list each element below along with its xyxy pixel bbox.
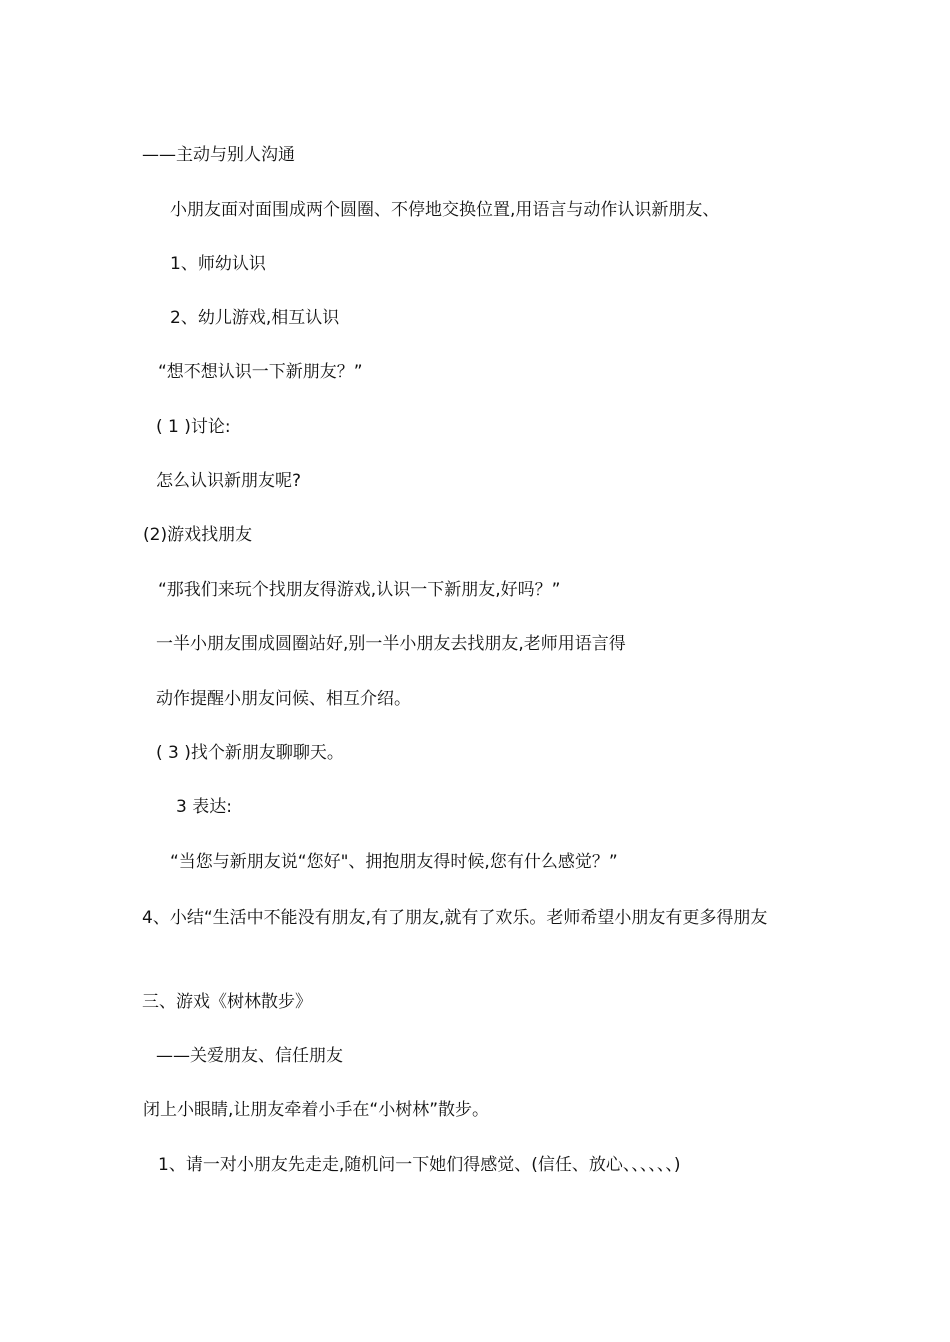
paragraph-walk: 闭上小眼睛,让朋友牵着小手在“小树林”散步。	[143, 1100, 490, 1120]
list-item-2: 2、幼儿游戏,相互认识	[170, 308, 340, 328]
list-item-1: 1、师幼认识	[170, 254, 266, 274]
paragraph-action: 动作提醒小朋友问候、相互介绍。	[156, 689, 411, 709]
paragraph-intro: 小朋友面对面围成两个圆圈、不停地交换位置,用语言与动作认识新朋友、	[170, 200, 720, 220]
section-heading-3: 三、游戏《树林散步》	[142, 992, 312, 1012]
quote-feeling: “当您与新朋友说“您好"、拥抱朋友得时候,您有什么感觉？”	[170, 852, 618, 872]
quote-question: “想不想认识一下新朋友？”	[158, 362, 363, 382]
subtitle-active-communication: ——主动与别人沟通	[142, 145, 295, 165]
list-item-walk-1: 1、请一对小朋友先走走,随机问一下她们得感觉、(信任、放心、、、、、、)	[158, 1155, 681, 1175]
quote-game: “那我们来玩个找朋友得游戏,认识一下新朋友,好吗？”	[158, 580, 561, 600]
sub-item-discussion: ( 1 )讨论:	[156, 417, 231, 437]
paragraph-how: 怎么认识新朋友呢?	[156, 471, 302, 491]
paragraph-half: 一半小朋友围成圆圈站好,别一半小朋友去找朋友,老师用语言得	[156, 634, 626, 654]
list-item-3: 3 表达:	[176, 797, 232, 817]
subtitle-care: ——关爱朋友、信任朋友	[156, 1046, 343, 1066]
paragraph-summary: 4、小结“生活中不能没有朋友,有了朋友,就有了欢乐。老师希望小朋友有更多得朋友	[142, 908, 768, 928]
sub-item-chat: ( 3 )找个新朋友聊聊天。	[156, 743, 344, 763]
sub-item-game: (2)游戏找朋友	[143, 525, 253, 545]
